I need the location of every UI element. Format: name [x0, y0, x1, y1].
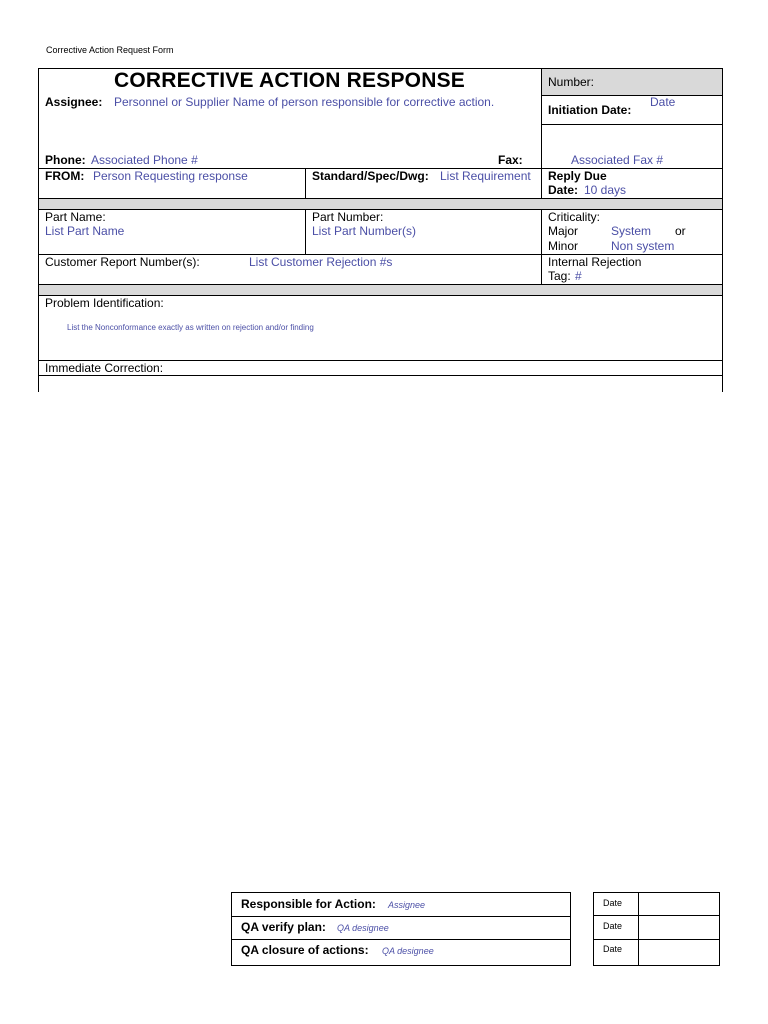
initiation-date-field[interactable]: Date: [650, 95, 676, 109]
date-label-2: Date: [603, 921, 623, 931]
minor-label: Minor: [548, 239, 579, 253]
standard-field[interactable]: List Requirement: [440, 169, 531, 183]
customer-report-label: Customer Report Number(s):: [45, 255, 200, 269]
form-border-left: [38, 68, 39, 392]
responsible-for-action-label: Responsible for Action:: [241, 897, 376, 911]
part-number-label: Part Number:: [312, 210, 384, 224]
vline-partname-partnum: [305, 209, 306, 255]
part-name-label: Part Name:: [45, 210, 106, 224]
vline-from-standard: [305, 168, 306, 199]
reply-date-label: Date:: [548, 183, 579, 197]
reply-due-label: Reply Due: [548, 169, 607, 183]
date-field-2[interactable]: [640, 917, 719, 938]
minor-option[interactable]: Non system: [611, 239, 675, 253]
tag-field[interactable]: #: [575, 269, 582, 283]
part-name-field[interactable]: List Part Name: [45, 224, 125, 238]
date-label-3: Date: [603, 944, 623, 954]
form-header-title: Corrective Action Request Form: [46, 45, 174, 55]
vline-standard-reply: [541, 168, 542, 199]
date-field-1[interactable]: [640, 893, 719, 914]
problem-identification-field[interactable]: List the Nonconformance exactly as written on rejection and/or finding: [67, 323, 314, 332]
customer-report-field[interactable]: List Customer Rejection #s: [249, 255, 393, 269]
date-table-hline-1: [593, 915, 720, 916]
part-number-field[interactable]: List Part Number(s): [312, 224, 417, 238]
standard-label: Standard/Spec/Dwg:: [312, 169, 429, 183]
date-field-3[interactable]: [640, 941, 719, 965]
qa-verify-plan-field[interactable]: QA designee: [337, 923, 389, 933]
qa-closure-field[interactable]: QA designee: [382, 946, 434, 956]
date-table-hline-2: [593, 939, 720, 940]
fax-label: Fax:: [498, 153, 523, 167]
date-label-1: Date: [603, 898, 623, 908]
hline-customer: [38, 284, 723, 285]
from-field[interactable]: Person Requesting response: [93, 169, 248, 183]
signoff-hline-1: [231, 916, 571, 917]
form-border-right: [722, 68, 723, 392]
form-title: CORRECTIVE ACTION RESPONSE: [114, 69, 465, 92]
vline-criticality: [541, 209, 542, 285]
vline-right-col-top: [541, 68, 542, 169]
tag-label: Tag:: [548, 269, 571, 283]
separator-band-1: [38, 198, 723, 209]
internal-rejection-label: Internal Rejection: [548, 255, 642, 269]
from-label: FROM:: [45, 169, 85, 183]
major-option[interactable]: System: [611, 224, 652, 238]
date-table-vline: [638, 892, 639, 966]
hline-immediate: [38, 375, 723, 376]
qa-closure-label: QA closure of actions:: [241, 943, 369, 957]
immediate-correction-label: Immediate Correction:: [45, 361, 164, 375]
assignee-field[interactable]: Personnel or Supplier Name of person responsible for corrective action.: [114, 95, 495, 109]
qa-verify-plan-label: QA verify plan:: [241, 920, 326, 934]
number-label: Number:: [548, 75, 595, 89]
responsible-for-action-field[interactable]: Assignee: [388, 900, 426, 910]
reply-date-field[interactable]: 10 days: [584, 183, 627, 197]
fax-field[interactable]: Associated Fax #: [571, 153, 664, 167]
separator-band-2: [38, 284, 723, 295]
phone-label: Phone:: [45, 153, 86, 167]
assignee-label: Assignee:: [45, 95, 103, 109]
or-label: or: [675, 224, 686, 238]
major-label: Major: [548, 224, 579, 238]
criticality-label: Criticality:: [548, 210, 601, 224]
hline-number: [541, 95, 723, 96]
hline-from: [38, 198, 723, 199]
initiation-date-label: Initiation Date:: [548, 103, 632, 117]
phone-field[interactable]: Associated Phone #: [91, 153, 198, 167]
signoff-hline-2: [231, 939, 571, 940]
problem-identification-label: Problem Identification:: [45, 296, 164, 310]
hline-initiation: [541, 124, 723, 125]
